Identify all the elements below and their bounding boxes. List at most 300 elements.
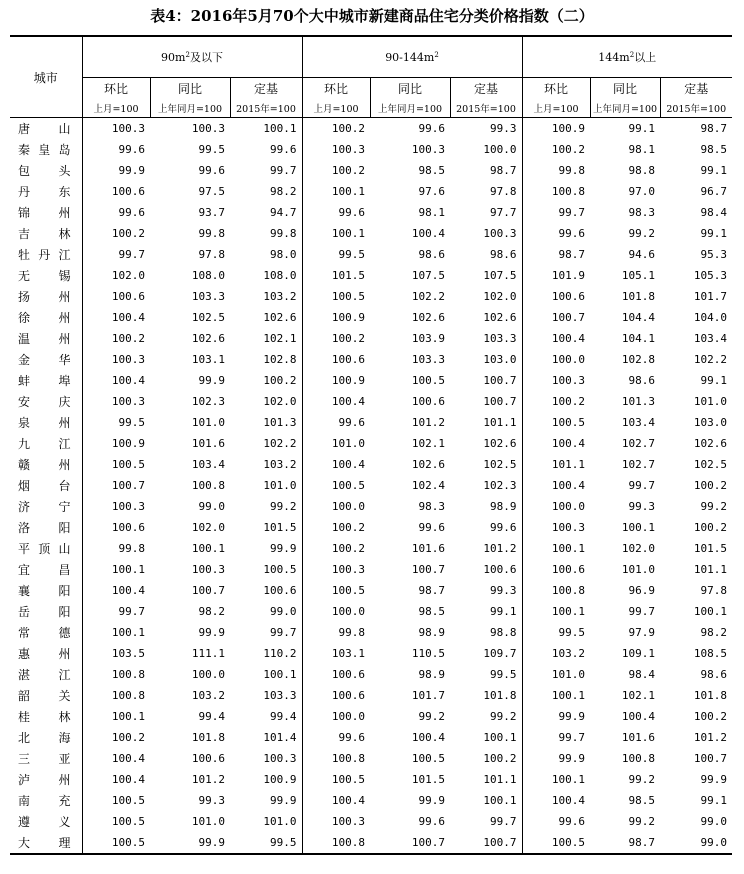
table-row xyxy=(10,811,732,832)
index-value: 99.5 xyxy=(118,416,145,429)
subheader-base: 上月=100 xyxy=(82,99,150,118)
city-name: 无锡 xyxy=(10,265,82,286)
index-value: 108.0 xyxy=(263,269,297,282)
price-index-table xyxy=(10,35,732,855)
index-value: 101.7 xyxy=(411,689,445,702)
index-value: 101.2 xyxy=(693,731,727,744)
index-value: 99.1 xyxy=(490,605,517,618)
index-value: 99.7 xyxy=(490,815,517,828)
table-row xyxy=(10,643,732,664)
index-value: 103.1 xyxy=(302,643,370,664)
index-value: 100.4 xyxy=(302,790,370,811)
index-value: 105.1 xyxy=(621,269,655,282)
index-value: 98.5 xyxy=(700,143,727,156)
index-value: 100.9 xyxy=(263,773,297,786)
index-value: 97.8 xyxy=(490,185,517,198)
index-value: 101.8 xyxy=(693,689,727,702)
page-title: 表4：2016年5月70个大中城市新建商品住宅分类价格指数（二） xyxy=(150,7,594,25)
index-value: 98.9 xyxy=(418,668,445,681)
index-value: 101.0 xyxy=(621,563,655,576)
index-value: 100.1 xyxy=(522,769,590,790)
index-value: 103.1 xyxy=(191,353,225,366)
city-name: 蚌埠 xyxy=(10,370,82,391)
city-name: 泸州 xyxy=(10,769,82,790)
subheader-label: 定基 xyxy=(660,78,732,100)
index-value: 99.9 xyxy=(418,794,445,807)
index-value: 102.0 xyxy=(263,395,297,408)
index-value: 107.5 xyxy=(483,269,517,282)
index-value: 99.6 xyxy=(522,223,590,244)
index-value: 110.2 xyxy=(263,647,297,660)
index-value: 100.5 xyxy=(522,412,590,433)
index-value: 98.6 xyxy=(628,374,655,387)
index-value: 100.2 xyxy=(693,521,727,534)
subheader-base: 2015年=100 xyxy=(230,99,302,118)
index-value: 98.5 xyxy=(418,164,445,177)
index-value: 101.6 xyxy=(191,437,225,450)
index-value: 97.9 xyxy=(628,626,655,639)
index-value: 100.1 xyxy=(693,605,727,618)
index-value: 99.2 xyxy=(490,710,517,723)
index-value: 98.3 xyxy=(418,500,445,513)
index-value: 100.6 xyxy=(302,664,370,685)
index-value: 100.1 xyxy=(263,668,297,681)
subheader-base: 2015年=100 xyxy=(660,99,732,118)
index-value: 100.7 xyxy=(191,584,225,597)
city-name: 平顶山 xyxy=(10,538,82,559)
index-value: 100.0 xyxy=(191,668,225,681)
index-value: 100.2 xyxy=(483,752,517,765)
index-value: 101.1 xyxy=(522,454,590,475)
index-value: 102.6 xyxy=(693,437,727,450)
index-value: 102.6 xyxy=(263,311,297,324)
index-value: 100.3 xyxy=(263,752,297,765)
index-value: 101.0 xyxy=(263,815,297,828)
index-value: 101.0 xyxy=(191,815,225,828)
index-value: 100.4 xyxy=(411,227,445,240)
index-value: 101.1 xyxy=(693,563,727,576)
table-row xyxy=(10,769,732,790)
index-value: 98.5 xyxy=(628,794,655,807)
index-value: 99.8 xyxy=(302,622,370,643)
index-value: 100.1 xyxy=(263,122,297,135)
index-value: 99.6 xyxy=(490,521,517,534)
index-value: 98.9 xyxy=(490,500,517,513)
subheader-label: 环比 xyxy=(302,78,370,100)
index-value: 100.4 xyxy=(621,710,655,723)
city-name: 扬州 xyxy=(10,286,82,307)
index-value: 102.6 xyxy=(483,437,517,450)
index-value: 100.5 xyxy=(302,769,370,790)
index-value: 101.4 xyxy=(263,731,297,744)
index-value: 100.2 xyxy=(693,710,727,723)
table-row xyxy=(10,664,732,685)
table-row xyxy=(10,580,732,601)
index-value: 103.2 xyxy=(522,643,590,664)
table-row xyxy=(10,118,732,140)
index-value: 100.5 xyxy=(111,794,145,807)
index-value: 98.9 xyxy=(418,626,445,639)
subheader-label: 定基 xyxy=(230,78,302,100)
city-name: 金华 xyxy=(10,349,82,370)
index-value: 100.1 xyxy=(191,542,225,555)
index-value: 99.8 xyxy=(522,160,590,181)
index-value: 102.6 xyxy=(411,311,445,324)
index-value: 100.8 xyxy=(111,689,145,702)
index-value: 98.4 xyxy=(628,668,655,681)
index-value: 98.7 xyxy=(522,244,590,265)
index-value: 98.5 xyxy=(418,605,445,618)
index-value: 100.4 xyxy=(111,374,145,387)
index-value: 99.1 xyxy=(700,374,727,387)
index-value: 102.6 xyxy=(411,458,445,471)
index-value: 98.7 xyxy=(700,122,727,135)
index-value: 101.2 xyxy=(191,773,225,786)
subheader-base: 上年同月=100 xyxy=(370,99,450,118)
index-value: 99.6 xyxy=(270,143,297,156)
index-value: 103.9 xyxy=(411,332,445,345)
city-column-header: 城市 xyxy=(10,36,82,118)
index-value: 100.1 xyxy=(302,181,370,202)
index-value: 93.7 xyxy=(198,206,225,219)
index-value: 98.2 xyxy=(270,185,297,198)
index-value: 99.7 xyxy=(522,202,590,223)
index-value: 100.8 xyxy=(621,752,655,765)
index-value: 102.2 xyxy=(263,437,297,450)
index-value: 99.1 xyxy=(700,794,727,807)
index-value: 104.4 xyxy=(621,311,655,324)
index-value: 98.0 xyxy=(270,248,297,261)
index-value: 99.7 xyxy=(522,727,590,748)
index-value: 100.6 xyxy=(111,521,145,534)
index-value: 100.9 xyxy=(302,307,370,328)
index-value: 100.6 xyxy=(522,286,590,307)
group-header-medium: $90-144m^2$ xyxy=(302,36,522,78)
index-value: 99.9 xyxy=(150,832,230,854)
index-value: 99.6 xyxy=(302,727,370,748)
index-value: 99.7 xyxy=(270,626,297,639)
index-value: 98.6 xyxy=(418,248,445,261)
city-name: 大理 xyxy=(10,832,82,854)
index-value: 102.8 xyxy=(621,353,655,366)
index-value: 97.8 xyxy=(198,248,225,261)
index-value: 99.2 xyxy=(418,710,445,723)
index-value: 100.3 xyxy=(111,395,145,408)
index-value: 102.6 xyxy=(483,311,517,324)
index-value: 100.0 xyxy=(483,143,517,156)
index-value: 99.3 xyxy=(628,500,655,513)
index-value: 102.6 xyxy=(191,332,225,345)
index-value: 97.8 xyxy=(700,584,727,597)
table-row xyxy=(10,223,732,244)
index-value: 100.5 xyxy=(263,563,297,576)
index-value: 100.9 xyxy=(302,370,370,391)
index-value: 100.7 xyxy=(370,832,450,854)
index-value: 101.3 xyxy=(263,416,297,429)
city-name: 三亚 xyxy=(10,748,82,769)
index-value: 100.4 xyxy=(522,790,590,811)
index-value: 100.5 xyxy=(302,580,370,601)
index-value: 99.3 xyxy=(490,584,517,597)
index-value: 98.2 xyxy=(700,626,727,639)
index-value: 100.4 xyxy=(522,328,590,349)
index-value: 103.3 xyxy=(263,689,297,702)
index-value: 98.1 xyxy=(628,143,655,156)
index-value: 99.1 xyxy=(628,122,655,135)
index-value: 100.1 xyxy=(522,538,590,559)
city-name: 泉州 xyxy=(10,412,82,433)
index-value: 100.2 xyxy=(111,332,145,345)
index-value: 100.2 xyxy=(522,139,590,160)
index-value: 102.1 xyxy=(411,437,445,450)
index-value: 101.5 xyxy=(693,542,727,555)
index-value: 104.1 xyxy=(621,332,655,345)
subheader-base: 上月=100 xyxy=(302,99,370,118)
city-name: 遵义 xyxy=(10,811,82,832)
index-value: 101.0 xyxy=(302,433,370,454)
city-name: 惠州 xyxy=(10,643,82,664)
index-value: 100.6 xyxy=(191,752,225,765)
index-value: 101.6 xyxy=(621,731,655,744)
index-value: 100.4 xyxy=(302,454,370,475)
index-value: 99.6 xyxy=(118,143,145,156)
index-value: 101.8 xyxy=(483,689,517,702)
index-value: 98.7 xyxy=(490,164,517,177)
index-value: 103.0 xyxy=(483,353,517,366)
index-value: 100.3 xyxy=(191,563,225,576)
index-value: 99.4 xyxy=(198,710,225,723)
subheader-label: 同比 xyxy=(370,78,450,100)
index-value: 101.1 xyxy=(483,773,517,786)
index-value: 100.1 xyxy=(621,521,655,534)
index-value: 94.7 xyxy=(270,206,297,219)
index-value: 100.8 xyxy=(302,832,370,854)
index-value: 102.2 xyxy=(693,353,727,366)
index-value: 100.9 xyxy=(522,118,590,140)
index-value: 100.1 xyxy=(483,794,517,807)
index-value: 102.4 xyxy=(411,479,445,492)
index-value: 100.1 xyxy=(483,731,517,744)
index-value: 99.2 xyxy=(270,500,297,513)
city-name: 桂林 xyxy=(10,706,82,727)
subheader-label: 定基 xyxy=(450,78,522,100)
table-row xyxy=(10,706,732,727)
index-value: 99.5 xyxy=(198,143,225,156)
index-value: 100.4 xyxy=(302,391,370,412)
index-value: 100.2 xyxy=(302,328,370,349)
index-value: 100.5 xyxy=(411,374,445,387)
index-value: 101.7 xyxy=(693,290,727,303)
city-name: 赣州 xyxy=(10,454,82,475)
city-name: 锦州 xyxy=(10,202,82,223)
index-value: 100.6 xyxy=(263,584,297,597)
table-row xyxy=(10,832,732,854)
city-name: 韶关 xyxy=(10,685,82,706)
index-value: 100.0 xyxy=(302,601,370,622)
index-value: 99.9 xyxy=(270,794,297,807)
index-value: 100.3 xyxy=(483,227,517,240)
table-row xyxy=(10,559,732,580)
table-row xyxy=(10,181,732,202)
index-value: 99.2 xyxy=(628,815,655,828)
index-value: 100.4 xyxy=(522,433,590,454)
table-row xyxy=(10,160,732,181)
index-value: 100.2 xyxy=(302,118,370,140)
index-value: 101.2 xyxy=(411,416,445,429)
index-value: 101.0 xyxy=(693,395,727,408)
index-value: 100.7 xyxy=(483,374,517,387)
index-value: 100.3 xyxy=(522,517,590,538)
index-value: 100.7 xyxy=(411,563,445,576)
index-value: 99.1 xyxy=(700,164,727,177)
index-value: 101.2 xyxy=(483,542,517,555)
index-value: 97.5 xyxy=(198,185,225,198)
index-value: 103.3 xyxy=(483,332,517,345)
index-value: 100.0 xyxy=(302,496,370,517)
index-value: 98.1 xyxy=(418,206,445,219)
index-value: 96.7 xyxy=(700,185,727,198)
index-value: 100.3 xyxy=(302,559,370,580)
index-value: 99.6 xyxy=(302,412,370,433)
index-value: 101.0 xyxy=(522,664,590,685)
index-value: 100.2 xyxy=(302,517,370,538)
index-value: 103.5 xyxy=(111,647,145,660)
table-row xyxy=(10,748,732,769)
index-value: 100.3 xyxy=(111,500,145,513)
index-value: 100.4 xyxy=(111,752,145,765)
index-value: 100.8 xyxy=(302,748,370,769)
index-value: 102.0 xyxy=(483,290,517,303)
index-value: 99.2 xyxy=(628,227,655,240)
subheader-base: 上年同月=100 xyxy=(590,99,660,118)
table-row xyxy=(10,601,732,622)
index-value: 103.2 xyxy=(263,458,297,471)
index-value: 100.1 xyxy=(111,710,145,723)
index-value: 100.3 xyxy=(111,122,145,135)
index-value: 101.5 xyxy=(411,773,445,786)
city-name: 湛江 xyxy=(10,664,82,685)
index-value: 101.8 xyxy=(621,290,655,303)
index-value: 102.5 xyxy=(693,458,727,471)
subheader-label: 同比 xyxy=(590,78,660,100)
index-value: 102.0 xyxy=(111,269,145,282)
index-value: 101.6 xyxy=(411,542,445,555)
index-value: 96.9 xyxy=(628,584,655,597)
index-value: 101.0 xyxy=(191,416,225,429)
index-value: 104.0 xyxy=(693,311,727,324)
index-value: 100.5 xyxy=(411,752,445,765)
index-value: 95.3 xyxy=(700,248,727,261)
index-value: 103.3 xyxy=(191,290,225,303)
index-value: 108.5 xyxy=(693,647,727,660)
index-value: 100.2 xyxy=(111,731,145,744)
index-value: 99.7 xyxy=(270,164,297,177)
city-name: 烟台 xyxy=(10,475,82,496)
city-name: 安庆 xyxy=(10,391,82,412)
city-name: 丹东 xyxy=(10,181,82,202)
group-header-small: $90m^2$及以下 xyxy=(82,36,302,78)
index-value: 99.9 xyxy=(522,706,590,727)
index-value: 99.7 xyxy=(118,248,145,261)
city-name: 洛阳 xyxy=(10,517,82,538)
index-value: 100.4 xyxy=(111,773,145,786)
index-value: 100.1 xyxy=(111,563,145,576)
index-value: 102.5 xyxy=(483,458,517,471)
index-value: 100.2 xyxy=(263,374,297,387)
subheader-label: 环比 xyxy=(103,82,128,96)
index-value: 100.5 xyxy=(522,832,590,854)
table-row xyxy=(10,391,732,412)
index-value: 98.8 xyxy=(490,626,517,639)
city-name: 秦皇岛 xyxy=(10,139,82,160)
index-value: 99.2 xyxy=(700,500,727,513)
index-value: 100.7 xyxy=(111,479,145,492)
city-name: 常德 xyxy=(10,622,82,643)
index-value: 99.3 xyxy=(198,794,225,807)
index-value: 101.3 xyxy=(621,395,655,408)
index-value: 108.0 xyxy=(191,269,225,282)
index-value: 99.6 xyxy=(418,122,445,135)
index-value: 99.9 xyxy=(198,626,225,639)
index-value: 100.7 xyxy=(522,307,590,328)
index-value: 99.0 xyxy=(198,500,225,513)
index-value: 100.2 xyxy=(302,538,370,559)
index-value: 102.1 xyxy=(621,689,655,702)
subheader-base: 2015年=100 xyxy=(450,99,522,118)
table-row xyxy=(10,307,732,328)
index-value: 102.7 xyxy=(621,437,655,450)
index-value: 99.9 xyxy=(198,374,225,387)
index-value: 101.5 xyxy=(263,521,297,534)
index-value: 100.7 xyxy=(483,395,517,408)
index-value: 100.3 xyxy=(522,370,590,391)
index-value: 100.9 xyxy=(111,437,145,450)
table-row xyxy=(10,496,732,517)
index-value: 101.5 xyxy=(302,265,370,286)
city-name: 宜昌 xyxy=(10,559,82,580)
index-value: 100.2 xyxy=(302,160,370,181)
index-value: 103.3 xyxy=(411,353,445,366)
index-value: 99.7 xyxy=(628,479,655,492)
subheader-label: 同比 xyxy=(150,78,230,100)
index-value: 107.5 xyxy=(411,269,445,282)
index-value: 103.4 xyxy=(191,458,225,471)
index-value: 111.1 xyxy=(191,647,225,660)
index-value: 100.0 xyxy=(522,349,590,370)
index-value: 102.2 xyxy=(411,290,445,303)
index-value: 100.1 xyxy=(522,601,590,622)
index-value: 100.5 xyxy=(111,458,145,471)
index-value: 94.6 xyxy=(628,248,655,261)
index-value: 100.2 xyxy=(522,391,590,412)
city-name: 济宁 xyxy=(10,496,82,517)
city-name: 襄阳 xyxy=(10,580,82,601)
index-value: 99.0 xyxy=(700,815,727,828)
table-row xyxy=(10,349,732,370)
index-value: 99.5 xyxy=(490,668,517,681)
index-value: 99.6 xyxy=(522,811,590,832)
index-value: 100.4 xyxy=(111,311,145,324)
index-value: 102.0 xyxy=(621,542,655,555)
city-name: 岳阳 xyxy=(10,601,82,622)
index-value: 99.5 xyxy=(522,622,590,643)
index-value: 99.7 xyxy=(118,605,145,618)
index-value: 100.1 xyxy=(111,626,145,639)
table-row xyxy=(10,412,732,433)
index-value: 100.2 xyxy=(693,479,727,492)
city-name: 北海 xyxy=(10,727,82,748)
index-value: 99.7 xyxy=(628,605,655,618)
